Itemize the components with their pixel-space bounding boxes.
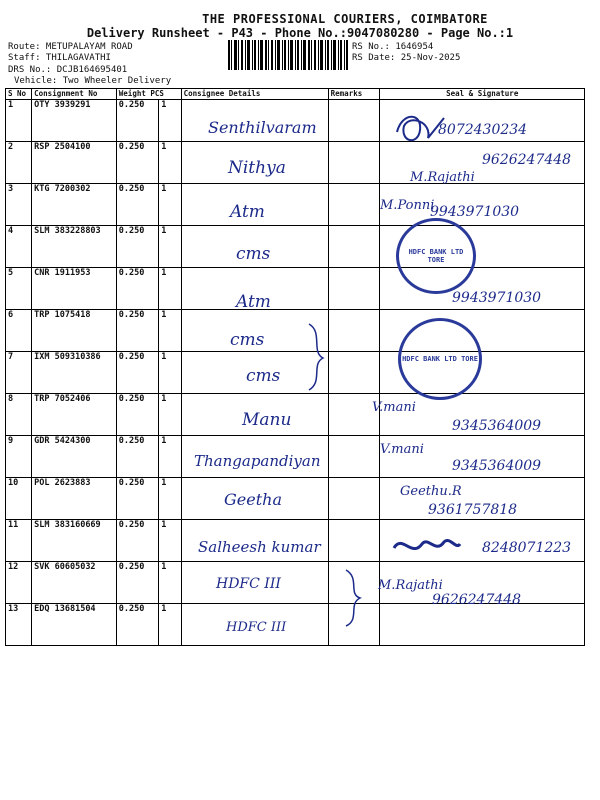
cell-consignment: TRP 7052406: [32, 394, 117, 436]
rs-no-label: RS No.: 1646954: [352, 42, 434, 52]
cell-sno: 9: [6, 436, 32, 478]
cell-pcs: 1: [159, 226, 181, 268]
brace-mark: [305, 322, 329, 392]
col-pcs: PCS: [150, 89, 164, 98]
handwritten-consignee: Geetha: [224, 490, 282, 509]
handwritten-consignee: cms: [236, 244, 271, 264]
handwritten-consignee: Senthilvaram: [208, 118, 317, 137]
cell-consignment: SLM 383160669: [32, 520, 117, 562]
stamp-text: HDFC BANK LTD TORE: [402, 355, 478, 363]
cell-consignment: TRP 1075418: [32, 310, 117, 352]
handwritten-consignee: cms: [230, 330, 265, 350]
company-title: THE PROFESSIONAL COURIERS, COIMBATORE: [202, 12, 488, 26]
cell-sno: 11: [6, 520, 32, 562]
cell-remarks: [328, 184, 380, 226]
route-label: Route: METUPALAYAM ROAD: [8, 42, 133, 52]
cell-sno: 4: [6, 226, 32, 268]
cell-remarks: [328, 478, 380, 520]
handwritten-consignee: Thangapandiyan: [194, 452, 321, 470]
col-seal: Seal & Signature: [380, 89, 585, 100]
handwritten-name: V.mani: [372, 400, 416, 415]
cell-remarks: [328, 352, 380, 394]
bank-stamp: [398, 318, 482, 400]
handwritten-name: V.mani: [380, 442, 424, 457]
handwritten-phone: 9626247448: [482, 152, 572, 168]
cell-sno: 3: [6, 184, 32, 226]
cell-sno: 7: [6, 352, 32, 394]
cell-pcs: 1: [159, 520, 181, 562]
cell-weight: 0.250: [116, 604, 158, 646]
table-row: [6, 604, 585, 646]
cell-sno: 6: [6, 310, 32, 352]
cell-weight: 0.250: [116, 436, 158, 478]
cell-weight: 0.250: [116, 394, 158, 436]
col-weight: Weight: [118, 89, 146, 98]
cell-consignment: RSP 2504100: [32, 142, 117, 184]
runsheet-table: [5, 88, 585, 646]
cell-consignment: SVK 60605032: [32, 562, 117, 604]
cell-weight: 0.250: [116, 352, 158, 394]
handwritten-name: M.Rajathi: [410, 170, 475, 185]
bank-stamp: [396, 218, 476, 294]
cell-consignment: EDQ 13681504: [32, 604, 117, 646]
col-remarks: Remarks: [328, 89, 380, 100]
cell-remarks: [328, 520, 380, 562]
handwritten-consignee: Atm: [230, 202, 265, 222]
cell-pcs: 1: [159, 604, 181, 646]
table-header-row: [6, 89, 585, 100]
handwritten-consignee: cms: [246, 366, 281, 386]
cell-weight: 0.250: [116, 478, 158, 520]
cell-pcs: 1: [159, 352, 181, 394]
cell-consignment: SLM 383228803: [32, 226, 117, 268]
drs-label: DRS No.: DCJB164695401: [8, 65, 128, 75]
cell-pcs: 1: [159, 184, 181, 226]
barcode-image: [228, 40, 348, 70]
handwritten-phone: 9626247448: [432, 592, 522, 608]
table-row: [6, 226, 585, 268]
cell-weight: 0.250: [116, 562, 158, 604]
cell-weight: 0.250: [116, 310, 158, 352]
cell-sno: 1: [6, 100, 32, 142]
cell-weight: 0.250: [116, 268, 158, 310]
col-weight-pcs: [116, 89, 181, 100]
cell-remarks: [328, 310, 380, 352]
handwritten-phone: 9361757818: [428, 502, 518, 518]
cell-weight: 0.250: [116, 100, 158, 142]
handwritten-name: Geethu.R: [400, 484, 462, 499]
cell-pcs: 1: [159, 562, 181, 604]
handwritten-consignee: Salheesh kumar: [198, 538, 321, 556]
handwritten-consignee: Manu: [242, 410, 292, 430]
cell-pcs: 1: [159, 310, 181, 352]
col-sno: S No: [6, 89, 32, 100]
handwritten-phone: 9345364009: [452, 418, 542, 434]
cell-consignment: POL 2623883: [32, 478, 117, 520]
handwritten-phone: 8248071223: [482, 540, 572, 556]
cell-pcs: 1: [159, 142, 181, 184]
handwritten-consignee: HDFC III: [226, 620, 287, 635]
cell-sno: 13: [6, 604, 32, 646]
handwritten-consignee: Nithya: [228, 158, 286, 178]
cell-consignment: GDR 5424300: [32, 436, 117, 478]
cell-sno: 12: [6, 562, 32, 604]
stamp-text: HDFC BANK LTD TORE: [408, 248, 464, 264]
brace-mark: [342, 568, 366, 628]
cell-remarks: [328, 100, 380, 142]
rs-date-label: RS Date: 25-Nov-2025: [352, 53, 461, 63]
cell-consignment: OTY 3939291: [32, 100, 117, 142]
cell-sno: 8: [6, 394, 32, 436]
cell-remarks: [328, 268, 380, 310]
table-row: [6, 352, 585, 394]
cell-sno: 2: [6, 142, 32, 184]
staff-label: Staff: THILAGAVATHI: [8, 53, 111, 63]
cell-remarks: [328, 142, 380, 184]
table-row: [6, 310, 585, 352]
cell-remarks: [328, 436, 380, 478]
cell-seal: [380, 604, 585, 646]
handwritten-phone: 9345364009: [452, 458, 542, 474]
handwritten-phone: 8072430234: [438, 122, 528, 138]
cell-weight: 0.250: [116, 226, 158, 268]
handwritten-consignee: Atm: [236, 292, 271, 312]
cell-weight: 0.250: [116, 142, 158, 184]
handwritten-consignee: HDFC III: [216, 576, 281, 592]
cell-weight: 0.250: [116, 520, 158, 562]
signature-scribble: [392, 530, 462, 558]
handwritten-phone: 9943971030: [430, 204, 520, 220]
cell-remarks: [328, 226, 380, 268]
cell-pcs: 1: [159, 268, 181, 310]
runsheet-subtitle: Delivery Runsheet - P43 - Phone No.:9047080280 - Page No.:1: [86, 26, 514, 40]
cell-consignment: KTG 7200302: [32, 184, 117, 226]
vehicle-label: Vehicle: Two Wheeler Delivery: [14, 76, 172, 86]
cell-pcs: 1: [159, 478, 181, 520]
col-consignment: Consignment No: [32, 89, 117, 100]
cell-consignment: IXM 509310386: [32, 352, 117, 394]
handwritten-phone: 9943971030: [452, 290, 542, 306]
cell-pcs: 1: [159, 436, 181, 478]
cell-weight: 0.250: [116, 184, 158, 226]
handwritten-name: M.Ponni: [380, 198, 435, 213]
cell-sno: 5: [6, 268, 32, 310]
cell-pcs: 1: [159, 394, 181, 436]
cell-pcs: 1: [159, 100, 181, 142]
cell-consignment: CNR 1911953: [32, 268, 117, 310]
handwritten-name: M.Rajathi: [378, 578, 443, 593]
col-consignee: Consignee Details: [181, 89, 328, 100]
cell-sno: 10: [6, 478, 32, 520]
